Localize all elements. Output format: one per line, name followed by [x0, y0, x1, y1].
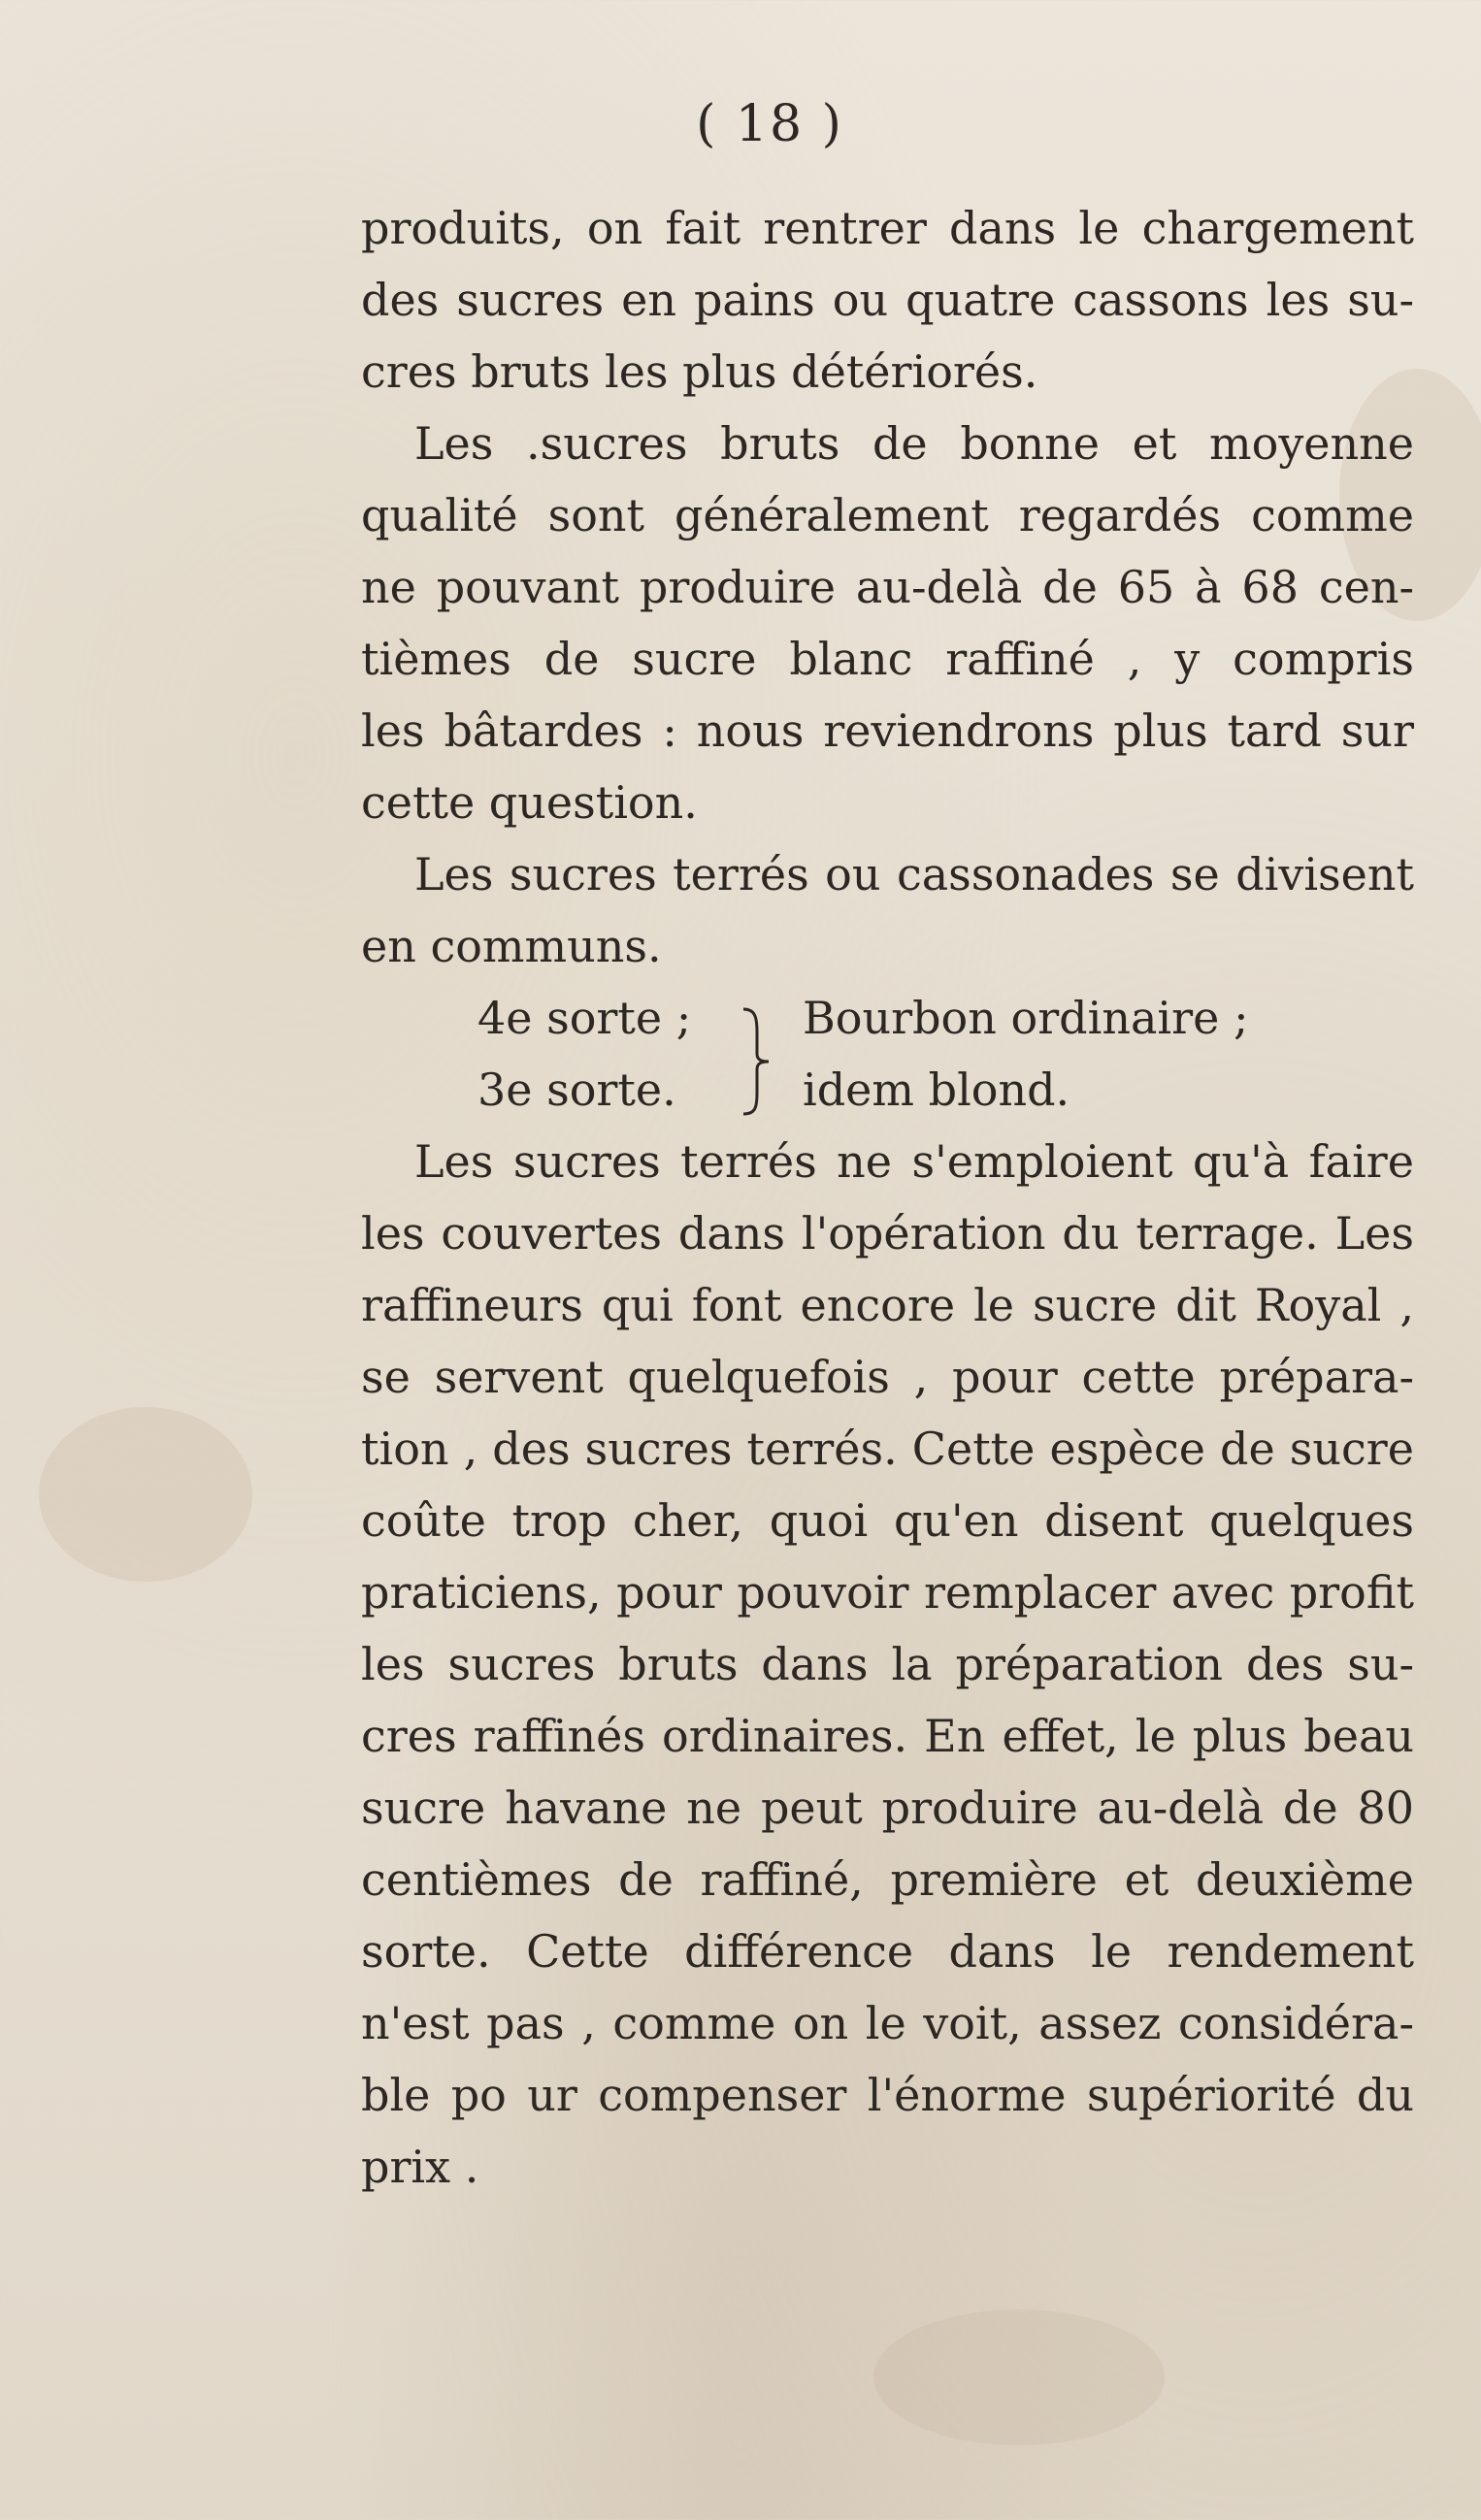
text-line: sorte. Cette différence dans le rendement: [361, 1925, 1414, 1978]
text-line: Les sucres terrés ne s'emploient qu'à faire: [414, 1135, 1414, 1188]
text-line: produits, on fait rentrer dans le chargement: [361, 202, 1414, 254]
text-line: praticiens, pour pouvoir remplacer avec profit: [361, 1566, 1414, 1619]
text-line: prix .: [361, 2141, 479, 2193]
text-line: centièmes de raffiné, première et deuxième: [361, 1853, 1414, 1906]
text-line: les sucres bruts dans la préparation des su-: [361, 1638, 1414, 1690]
text-line: raffineurs qui font encore le sucre dit Royal ,: [361, 1279, 1414, 1331]
right-brace-icon: [738, 1003, 776, 1120]
text-line: les couvertes dans l'opération du terrage. Les: [361, 1207, 1414, 1260]
page-number: ( 18 ): [696, 95, 843, 153]
sorts-list: [361, 982, 1414, 1126]
text-line: en communs.: [361, 920, 662, 972]
text-line: ne pouvant produire au-delà de 65 à 68 cen-: [361, 561, 1414, 613]
sort-label: 3e sorte.: [477, 1064, 676, 1116]
text-line: tièmes de sucre blanc raffiné , y compris: [361, 633, 1414, 685]
paper-stain: [39, 1407, 252, 1582]
sort-description: Bourbon ordinaire ;: [803, 992, 1249, 1044]
sort-description: idem blond.: [803, 1064, 1070, 1116]
text-line: n'est pas , comme on le voit, assez considéra-: [361, 1997, 1414, 2049]
text-line: cres bruts les plus détériorés.: [361, 345, 1038, 398]
sort-label: 4e sorte ;: [477, 992, 692, 1044]
text-line: cres raffinés ordinaires. En effet, le plus beau: [361, 1710, 1414, 1762]
text-line: se servent quelquefois , pour cette prépara-: [361, 1351, 1414, 1403]
text-line: Les sucres terrés ou cassonades se divisent: [414, 848, 1414, 900]
text-line: des sucres en pains ou quatre cassons les su-: [361, 274, 1414, 326]
paper-stain: [873, 2309, 1165, 2445]
body-text: [361, 192, 1414, 2203]
text-line: tion , des sucres terrés. Cette espèce de sucre: [361, 1423, 1414, 1475]
text-line: coûte trop cher, quoi qu'en disent quelques: [361, 1494, 1414, 1547]
text-line: Les .sucres bruts de bonne et moyenne: [414, 417, 1414, 470]
text-line: cette question.: [361, 776, 698, 829]
text-line: qualité sont généralement regardés comme: [361, 489, 1414, 541]
text-line: ble po ur compenser l'énorme supériorité du: [361, 2069, 1414, 2121]
text-line: sucre havane ne peut produire au-delà de 80: [361, 1782, 1414, 1834]
text-line: les bâtardes : nous reviendrons plus tard sur: [361, 704, 1414, 757]
